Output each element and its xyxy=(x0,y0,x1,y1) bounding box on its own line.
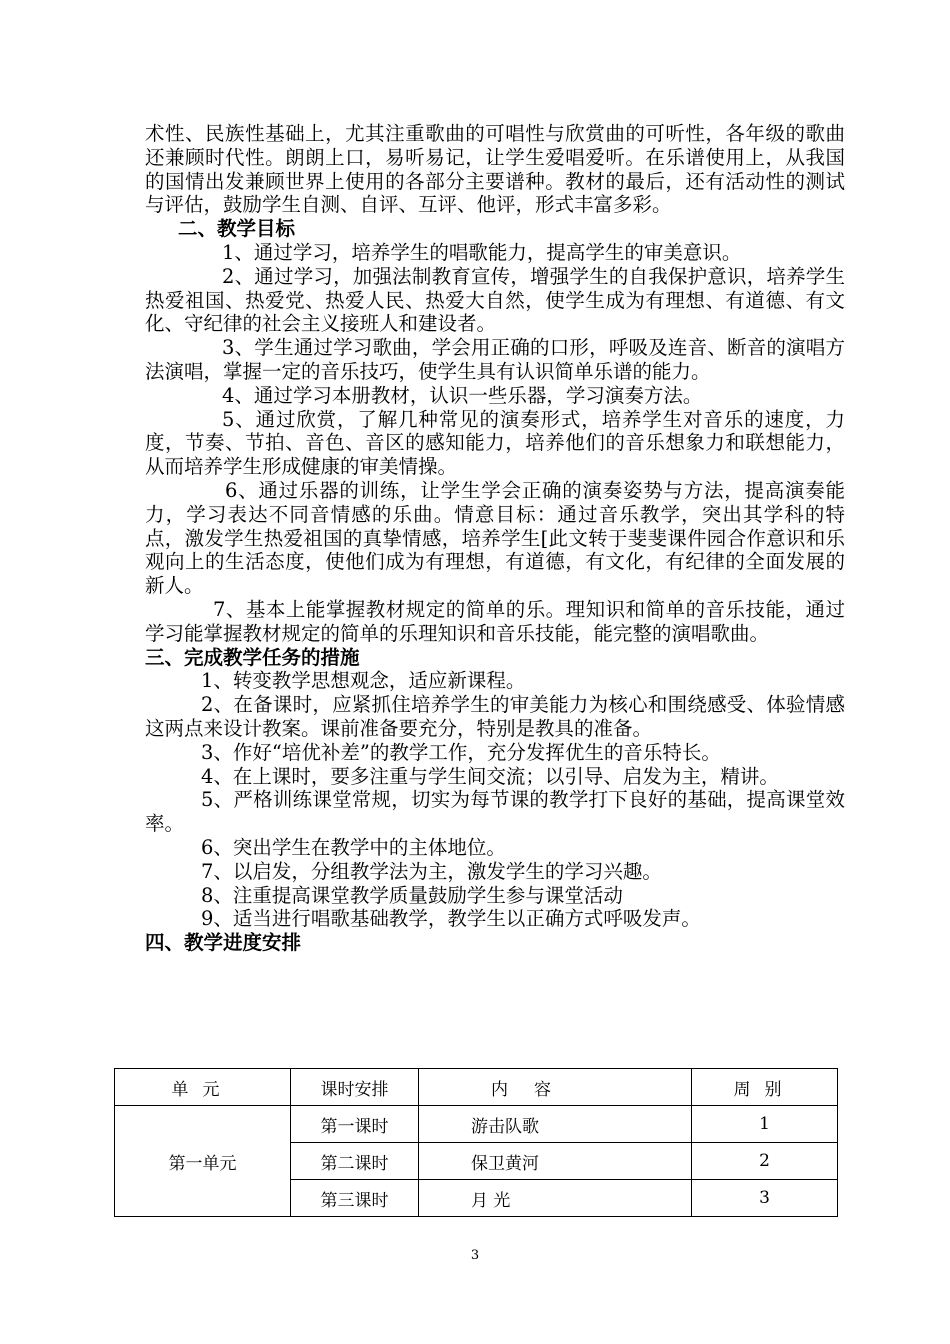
measure-item: 8、注重提高课堂教学质量鼓励学生参与课堂活动 xyxy=(201,883,623,907)
intro-paragraph: 术性、民族性基础上，尤其注重歌曲的可唱性与欣赏曲的可听性，各年级的歌曲还兼顾时代性。朗朗上口，易听易记，让学生爱唱爱听。在乐谱使用上，从我国的国情出发兼顾世界上使用的各部分主要谱种。教材的最后，还有活动性的测试与评估，鼓励学生自测、自评、互评、他评，形式丰富多彩。 xyxy=(145,122,845,217)
goal-item: 3、学生通过学习歌曲，学会用正确的口形，呼吸及连音、断音的演唱方法演唱，掌握一定的音乐技巧，使学生具有认识简单乐谱的能力。 xyxy=(145,336,845,383)
header-week: 周别 xyxy=(692,1069,838,1106)
header-content: 内容 xyxy=(419,1069,692,1106)
page-number: 3 xyxy=(470,1248,480,1263)
schedule-table xyxy=(114,1068,838,1217)
header-unit: 单元 xyxy=(115,1069,291,1106)
goal-item: 2、通过学习，加强法制教育宣传，增强学生的自我保护意识，培养学生热爱祖国、热爱党、热爱人民、热爱大自然，使学生成为有理想、有道德、有文化、守纪律的社会主义接班人和建设者。 xyxy=(145,264,845,336)
measure-item: 4、在上课时，要多注重与学生间交流；以引导、启发为主，精讲。 xyxy=(201,764,779,788)
week-cell: 1 xyxy=(692,1106,838,1143)
header-lesson: 课时安排 xyxy=(291,1069,419,1106)
measure-item: 3、作好“培优补差”的教学工作，充分发挥优生的音乐特长。 xyxy=(201,740,721,764)
measure-item: 9、适当进行唱歌基础教学，教学生以正确方式呼吸发声。 xyxy=(201,907,701,931)
content-cell: 游击队歌 xyxy=(419,1106,692,1143)
section-heading-goals: 二、教学目标 xyxy=(178,217,296,241)
goal-item: 1、通过学习，培养学生的唱歌能力，提高学生的审美意识。 xyxy=(222,240,742,264)
goal-item: 6、通过乐器的训练，让学生学会正确的演奏姿势与方法，提高演奏能力，学习表达不同音情感的乐曲。情意目标：通过音乐教学，突出其学科的特点，激发学生热爱祖国的真挚情感，培养学生[此文转于斐斐课件园合作意识和乐观向上的生活态度，使他们成为有理想，有道德，有文化，有纪律的全面发展的新人。 xyxy=(145,478,845,598)
measure-item: 5、严格训练课堂常规，切实为每节课的教学打下良好的基础，提高课堂效率。 xyxy=(145,788,845,836)
table-row xyxy=(115,1106,838,1143)
content-cell: 保卫黄河 xyxy=(419,1143,692,1180)
section-heading-schedule: 四、教学进度安排 xyxy=(145,931,302,955)
week-cell: 2 xyxy=(692,1143,838,1180)
measure-item: 2、在备课时，应紧抓住培养学生的审美能力为核心和围绕感受、体验情感这两点来设计教案。课前准备要充分，特别是教具的准备。 xyxy=(145,693,845,740)
goal-item: 7、基本上能掌握教材规定的简单的乐。理知识和简单的音乐技能，通过学习能掌握教材规定的简单的乐理知识和音乐技能，能完整的演唱歌曲。 xyxy=(145,597,845,645)
table-header-row xyxy=(115,1069,838,1106)
lesson-cell: 第三课时 xyxy=(291,1180,419,1217)
measure-item: 1、转变教学思想观念，适应新课程。 xyxy=(201,669,526,693)
goal-item: 5、通过欣赏，了解几种常见的演奏形式，培养学生对音乐的速度，力度，节奏、节拍、音色、音区的感知能力，培养他们的音乐想象力和联想能力，从而培养学生形成健康的审美情操。 xyxy=(145,407,845,479)
unit-cell: 第一单元 xyxy=(115,1106,291,1217)
document-body xyxy=(145,122,845,955)
lesson-cell: 第二课时 xyxy=(291,1143,419,1180)
goal-item: 4、通过学习本册教材，认识一些乐器，学习演奏方法。 xyxy=(222,383,703,407)
week-cell: 3 xyxy=(692,1180,838,1217)
section-heading-measures: 三、完成教学任务的措施 xyxy=(145,645,360,669)
content-cell: 月 光 xyxy=(419,1180,692,1217)
lesson-cell: 第一课时 xyxy=(291,1106,419,1143)
measure-item: 6、突出学生在教学中的主体地位。 xyxy=(201,835,506,859)
measure-item: 7、以启发，分组教学法为主，激发学生的学习兴趣。 xyxy=(201,859,662,883)
